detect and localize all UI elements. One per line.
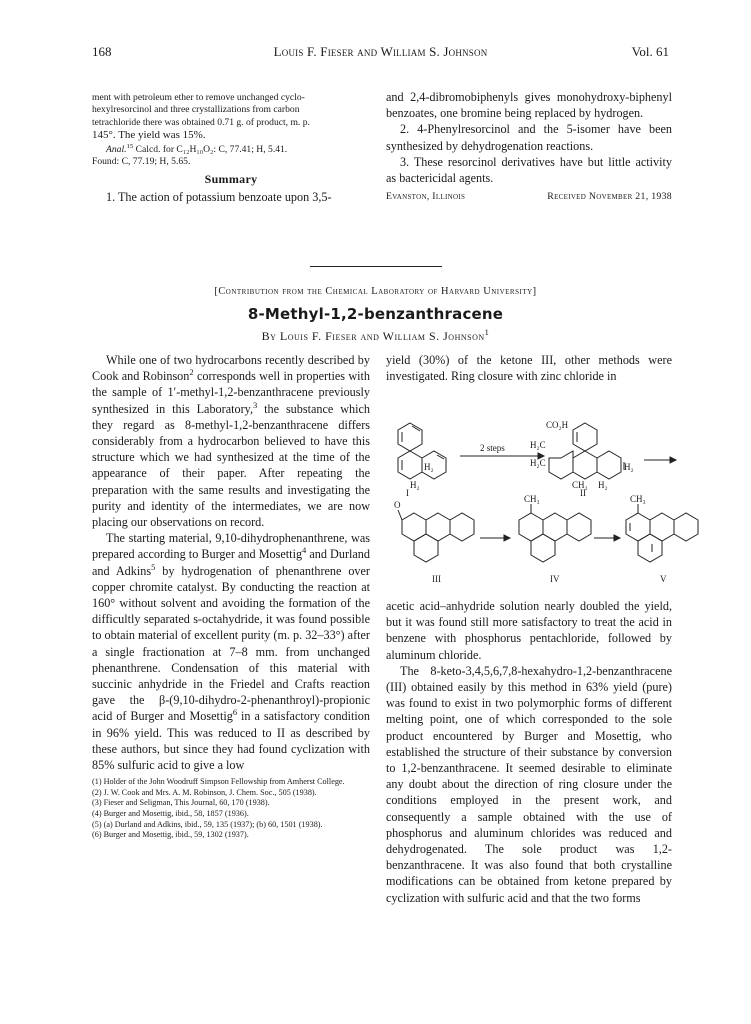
h2-label-b: H₂ [410,480,420,490]
ch3-V-label: CH₃ [630,494,646,504]
anal-calc: Calcd. for C₁₂H₁₀O₂: C, 77.41; H, 5.41. [133,143,288,155]
p1-text-a: While one of two hydrocarbons recently described by Cook and Robinson [92,353,370,384]
compound-IV-structure [519,504,591,562]
p2-text-d: in a satisfactory condition in 96% yield. This was reduced to II as described by these authors, but since they had found cyclization with 85% sulfuric acid to give a low [92,709,370,773]
prev-line-4: 145°. The yield was 15%. [92,129,206,142]
label-II: II [580,488,586,498]
label-I: I [406,488,409,498]
anal-ref: 15 [126,142,134,150]
article-left-column [92,352,370,841]
article-right-column-bottom [386,598,672,906]
reaction-scheme [380,378,700,598]
section-divider [310,266,442,267]
label-IV: IV [550,574,560,584]
p2-ref-6: 6 [232,707,238,718]
footnote-1: (1) Holder of the John Woodruff Simpson Fellowship from Amherst College. [92,777,345,787]
prev-article-right-column [386,89,672,205]
p2-text-b: and Durland and Adkins [92,547,370,578]
right-paragraph-3: The 8-keto-3,4,5,6,7,8-hexahydro-1,2-benzanthracene (III) obtained easily by this method in 63% yield (pure) was found to exist in two polymorphic forms of different melting point, one of which corresponded to the sole product encountered by Burger and Mosettig, who established the structure of their substance by conversion to 1,2-benzanthracene. It seemed desirable to eliminate any doubt about the direction of ring closure under the conditions employed in the present work, and consequently a sample obtained with the use of phosphorus and aluminum chlorides was reduced and dehydrogenated. The sole product was 1,2-benzanthracene. It was also found that both crystalline modifications can be obtained from ketone prepared by cyclization with sulfuric acid and that the two forms [386,663,672,905]
p1-ref-2: 2 [189,367,194,378]
scheme-labels [394,420,667,584]
footnote-3: (3) Fieser and Seligman, This Journal, 60, 170 (1938). [92,798,270,808]
article-title: 8-Methyl-1,2-benzanthracene [247,305,504,323]
signature-place: Evanston, Illinois [386,191,466,203]
contribution-line: [Contribution from the Chemical Laboratory of Harvard University] [214,286,537,297]
compound-III-structure [398,510,474,562]
co2h-label: CO₂H [546,420,569,430]
footnote-6: (6) Burger and Mosettig, ibid., 59, 1302 (1937). [92,830,249,840]
ketone-o-label: O [394,500,401,510]
volume-label: Vol. 61 [631,44,669,59]
footnote-2: (2) J. W. Cook and Mrs. A. M. Robinson, J. Chem. Soc., 505 (1938). [92,787,317,797]
summary-item-3: 3. These resorcinol derivatives have but little activity as bactericidal agents. [386,154,672,186]
byline-ref: 1 [484,328,490,337]
summary-heading: Summary [204,172,258,187]
label-V: V [660,574,667,584]
signature-line [386,189,672,205]
right-paragraph-1: yield (30%) of the ketone III, other methods were investigated. Ring closure with zinc chloride in [386,353,672,384]
summary-item-2: 2. 4-Phenylresorcinol and the 5-isomer have been synthesized by dehydrogenation reactions. [386,122,672,153]
anal-found: Found: C, 77.19; H, 5.65. [92,156,191,168]
summary-item-1-cont: and 2,4-dibromobiphenyls gives monohydroxy-biphenyl benzoates, one bromine being replaced by hydrogen. [386,90,672,121]
compound-II-structure [549,423,624,479]
footnotes [92,777,370,841]
compound-V-structure [626,504,698,562]
p1-text-b: corresponds well in properties with the sample of 1′-methyl-1,2-benzanthracene previously synthesized in this Laboratory, [92,369,370,416]
h2-label-a: H₂ [424,462,434,472]
ch2-label: CH₂ [572,480,588,490]
ch3-IV-label: CH₃ [524,494,540,504]
prev-line-3: tetrachloride there was obtained 0.71 g. of product, m. p. [92,116,310,128]
page-number: 168 [92,44,112,59]
p2-ref-5: 5 [151,561,156,572]
running-title: Louis F. Fieser and William S. Johnson [273,44,488,59]
left-paragraph-2 [92,530,370,773]
p2-text-c: by hydrogenation of phenanthrene over copper chromite catalyst. By conducting the reaction at 160° without solvent and avoiding the formation of the difficultly separated s-octahydride, it was found possible to obtain material of excellent purity (m. p. 32–33°) after a single fractionation at 7–8 mm. from unchanged phenanthrene. Condensation of this material with succinic anhydride in the Friedel and Crafts reaction gave the β-(9,10-dihydro-2-phenanthroyl)-propionic acid of Burger and Mosettig [92,563,370,724]
byline-text: By Louis F. Fieser and William S. Johnson [261,329,485,343]
h2-label-c: H₂ [598,480,608,490]
footnote-5: (5) (a) Durland and Adkins, ibid., 59, 135 (1937); (b) 60, 1501 (1938). [92,819,323,829]
summary-item-1: 1. The action of potassium benzoate upon 3,5- [106,189,332,204]
compound-I-structure [398,423,446,479]
h2c-bottom-label: H₂C [530,458,546,468]
prev-line-1: ment with petroleum ether to remove unchanged cyclo- [92,92,305,103]
right-paragraph-2: acetic acid–anhydride solution nearly doubled the yield, but it was found still more satisfactory to treat the acid in benzene with phosphorus pentachloride, followed by aluminum chloride. [386,599,672,662]
p1-text-c: the substance which they regard as 8-methyl-1,2-benzanthracene differs considerably from a hydrocarbon believed to have this structure which we had synthesized at the time of the appearance of their paper. After repeating the preparation with the same results and investigating the purity and identity of the intermediates, we are now placing our observations on record. [92,401,370,530]
prev-article-left-column [92,92,370,205]
signature-received: Received November 21, 1938 [547,191,672,203]
running-header [92,44,669,64]
prev-line-2: hexylresorcinol and three crystallizations from carbon [92,104,300,116]
analysis-line [92,144,370,156]
footnote-4: (4) Burger and Mosettig, ibid., 58, 1857 (1936). [92,809,249,819]
h2-label-d: H₂ [624,462,634,472]
anal-prefix: Anal. [106,143,127,155]
p1-ref-3: 3 [253,399,258,410]
arrow-label: 2 steps [480,443,505,453]
h2c-top-label: H₂C [530,440,546,450]
byline [60,329,691,344]
p2-text-a: The starting material, 9,10-dihydrophenanthrene, was prepared according to Burger and Mosettig [92,531,370,562]
label-III: III [432,574,441,584]
p2-ref-4: 4 [302,545,307,556]
left-paragraph-1 [92,352,370,530]
